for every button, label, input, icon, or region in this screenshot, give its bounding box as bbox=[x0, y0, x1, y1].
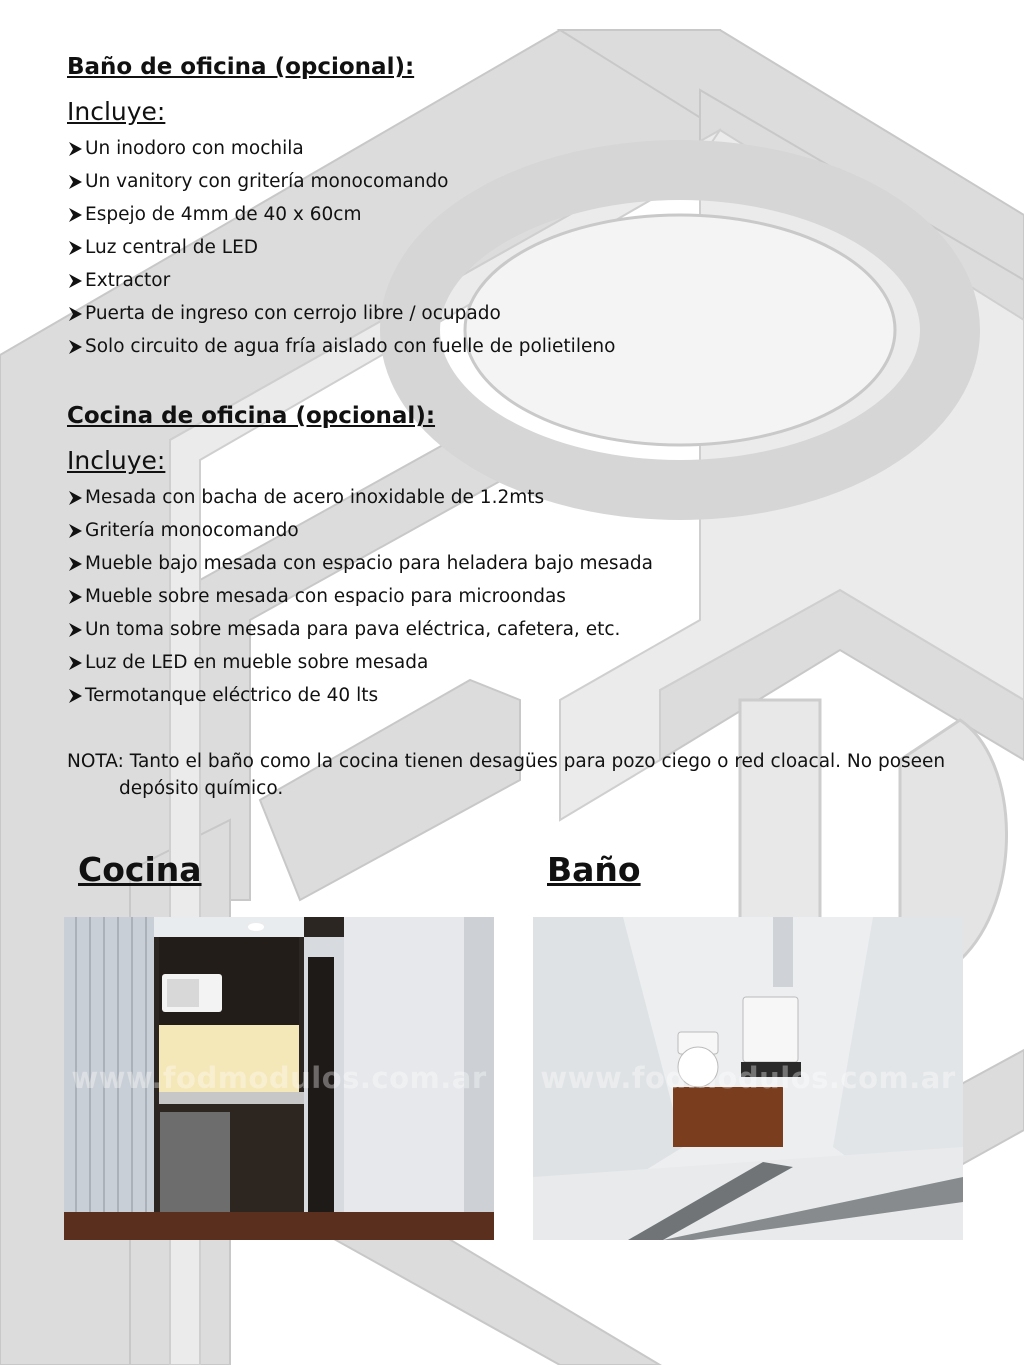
list-item: Puerta de ingreso con cerrojo libre / ocupado bbox=[67, 297, 615, 330]
list-item: Mueble bajo mesada con espacio para heladera bajo mesada bbox=[67, 547, 653, 580]
arrow-bullet-icon bbox=[67, 339, 84, 355]
photo-watermark: www.fodmodulos.com.ar bbox=[540, 1061, 956, 1095]
arrow-bullet-icon bbox=[67, 240, 84, 256]
list-item: Solo circuito de agua fría aislado con fuelle de polietileno bbox=[67, 330, 615, 363]
arrow-bullet-icon bbox=[67, 141, 84, 157]
arrow-bullet-icon bbox=[67, 523, 84, 539]
list-item: Gritería monocomando bbox=[67, 514, 653, 547]
arrow-bullet-icon bbox=[67, 688, 84, 704]
arrow-bullet-icon bbox=[67, 174, 84, 190]
list-item: Luz de LED en mueble sobre mesada bbox=[67, 646, 653, 679]
bathroom-includes-label: Incluye: bbox=[67, 97, 166, 126]
list-item: Un vanitory con gritería monocomando bbox=[67, 165, 615, 198]
arrow-bullet-icon bbox=[67, 655, 84, 671]
kitchen-items-list bbox=[67, 481, 653, 712]
kitchen-photo bbox=[64, 917, 494, 1240]
list-item: Luz central de LED bbox=[67, 231, 615, 264]
arrow-bullet-icon bbox=[67, 306, 84, 322]
arrow-bullet-icon bbox=[67, 207, 84, 223]
list-item: Termotanque eléctrico de 40 lts bbox=[67, 679, 653, 712]
arrow-bullet-icon bbox=[67, 273, 84, 289]
note-paragraph bbox=[67, 748, 947, 802]
bathroom-photo bbox=[533, 917, 963, 1240]
list-item: Mueble sobre mesada con espacio para microondas bbox=[67, 580, 653, 613]
photo-watermark: www.fodmodulos.com.ar bbox=[71, 1061, 487, 1095]
arrow-bullet-icon bbox=[67, 556, 84, 572]
list-item: Un inodoro con mochila bbox=[67, 132, 615, 165]
bathroom-items-list bbox=[67, 132, 615, 363]
kitchen-photo-title: Cocina bbox=[78, 850, 202, 889]
kitchen-includes-label: Incluye: bbox=[67, 446, 166, 475]
list-item: Mesada con bacha de acero inoxidable de 1.2mts bbox=[67, 481, 653, 514]
arrow-bullet-icon bbox=[67, 622, 84, 638]
arrow-bullet-icon bbox=[67, 490, 84, 506]
bathroom-photo-title: Baño bbox=[547, 850, 641, 889]
list-item: Espejo de 4mm de 40 x 60cm bbox=[67, 198, 615, 231]
arrow-bullet-icon bbox=[67, 589, 84, 605]
note-text: NOTA: Tanto el baño como la cocina tienen desagües para pozo ciego o red cloacal. No poseen depósito químico. bbox=[67, 751, 946, 799]
list-item: Un toma sobre mesada para pava eléctrica, cafetera, etc. bbox=[67, 613, 653, 646]
list-item: Extractor bbox=[67, 264, 615, 297]
kitchen-section-title: Cocina de oficina (opcional): bbox=[67, 403, 436, 429]
bathroom-section-title: Baño de oficina (opcional): bbox=[67, 54, 415, 80]
